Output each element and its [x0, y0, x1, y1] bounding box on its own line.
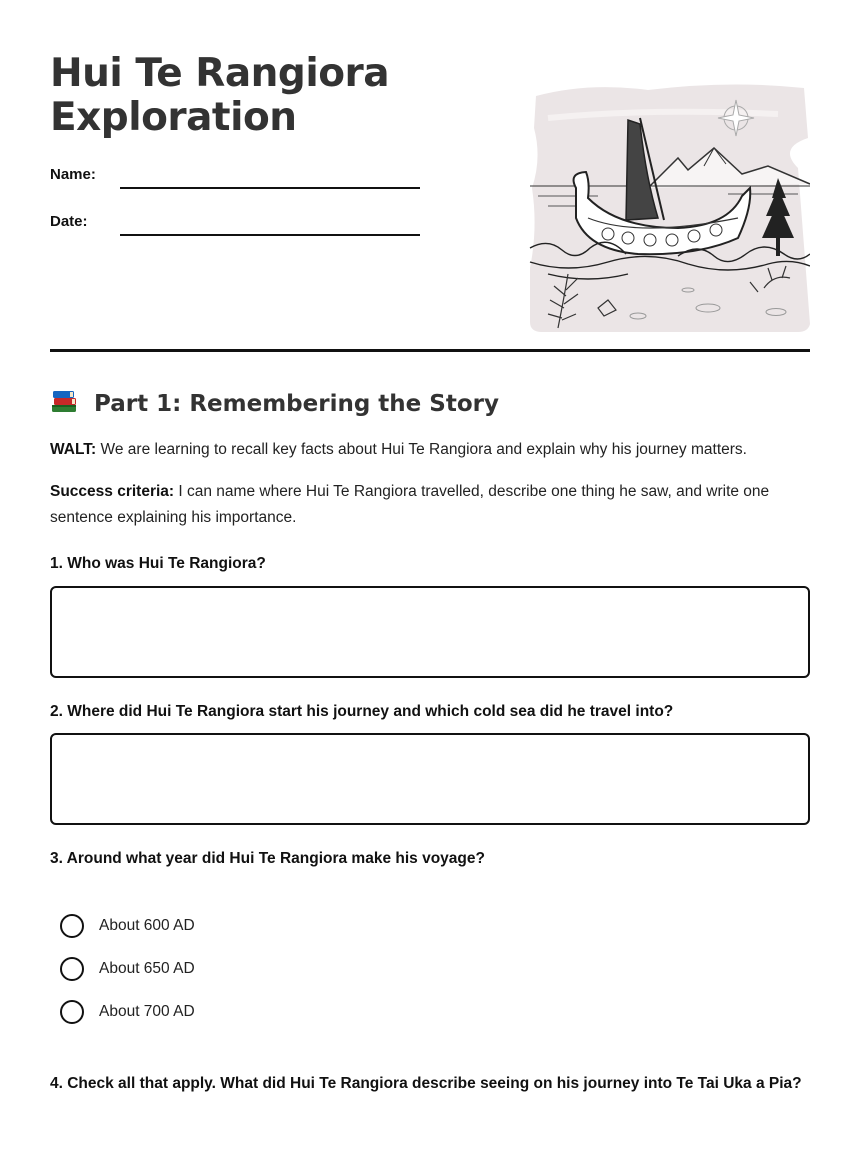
option-label: About 700 AD [99, 1003, 195, 1020]
success-criteria-label: Success criteria: [50, 483, 175, 500]
part1-heading [50, 388, 499, 420]
waka-voyage-illustration [528, 78, 810, 332]
question-3-option-600[interactable] [60, 914, 195, 938]
name-label: Name: [50, 166, 96, 183]
question-4: 4. Check all that apply. What did Hui Te Rangiora describe seeing on his journey into Te Tai Uka a Pia? [50, 1075, 802, 1092]
date-field[interactable] [120, 234, 420, 236]
radio-button[interactable] [60, 1000, 84, 1024]
success-criteria-text: I can name where Hui Te Rangiora travelled, describe one thing he saw, and write one sentence explaining his importance. [50, 483, 770, 526]
walt-label: WALT: [50, 441, 97, 458]
radio-button[interactable] [60, 957, 84, 981]
question-3: 3. Around what year did Hui Te Rangiora make his voyage? [50, 850, 485, 867]
question-3-option-700[interactable] [60, 1000, 195, 1024]
option-label: About 600 AD [99, 917, 195, 934]
page-title: Hui Te Rangiora Exploration [50, 51, 390, 140]
books-icon [50, 388, 78, 420]
question-2-answer-box[interactable] [50, 733, 810, 825]
question-3-option-650[interactable] [60, 957, 195, 981]
walt-statement [50, 437, 810, 463]
date-label: Date: [50, 213, 88, 230]
question-1-answer-box[interactable] [50, 586, 810, 678]
question-1: 1. Who was Hui Te Rangiora? [50, 555, 266, 572]
part1-heading-text: Part 1: Remembering the Story [94, 391, 499, 417]
option-label: About 650 AD [99, 960, 195, 977]
walt-text: We are learning to recall key facts about Hui Te Rangiora and explain why his journey matters. [96, 441, 747, 458]
name-field[interactable] [120, 187, 420, 189]
question-2: 2. Where did Hui Te Rangiora start his journey and which cold sea did he travel into? [50, 703, 674, 720]
radio-button[interactable] [60, 914, 84, 938]
success-criteria [50, 479, 810, 531]
header-divider [50, 349, 810, 352]
